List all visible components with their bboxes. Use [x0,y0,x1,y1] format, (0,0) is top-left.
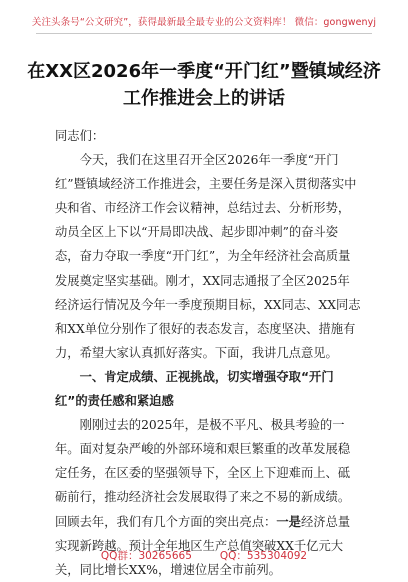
document-body [55,124,361,582]
footer [0,548,408,563]
emphasis-text: 一是 [276,513,301,529]
salutation: 同志们： [55,129,105,143]
document-title: 在XX区2026年一季度“开门红”暨镇域经济工作推进会上的讲话 [27,61,381,109]
section-heading: 一、肯定成绩、正视挑战，切实增强夺取“开门红”的责任感和紧迫感 [55,369,334,409]
header-divider [36,33,372,34]
paragraph-text: 刚刚过去的2025年，是极不平凡、极具考验的一年。面对复杂严峻的外部环境和艰巨繁重的改革发展稳定任务，在区委的坚强领导下，全区上下迎难而上、砥砺前行，推动经济社会发展取得了来之不易的新成绩。回顾去年，我们有几个方面的突出亮点： [55,418,351,529]
qq-group-label: QQ群：30265665 [100,550,192,562]
intro-paragraph: 今天，我们在这里召开全区2026年一季度“开门红”暨镇域经济工作推进会，主要任务是深入贯彻落实中央和省、市经济工作会议精神，总结过去、分析形势，动员全区上下以“开局即决战、起步即冲刺”的奋斗姿态，奋力夺取一季度“开门红”，为全年经济社会高质量发展奠定坚实基础。刚才，XX同志通报了全区2025年经济运行情况及今年一季度预期目标，XX同志、XX同志和XX单位分别作了很好的表态发言，态度坚决、措施有力，希望大家认真抓好落实。下面，我讲几点意见。 [55,153,361,360]
paragraph-text-continued: 经济总量实现新跨越。预计全年地区生产总值突破XX千亿元大关，同比增长XX%，增速位居全市前列。 [55,514,351,577]
qq-label: QQ：535304092 [219,550,308,562]
header-banner: 关注头条号“公文研究”，获得最新最全最专业的公文资料库！ 微信：gongwenyj [31,17,377,28]
